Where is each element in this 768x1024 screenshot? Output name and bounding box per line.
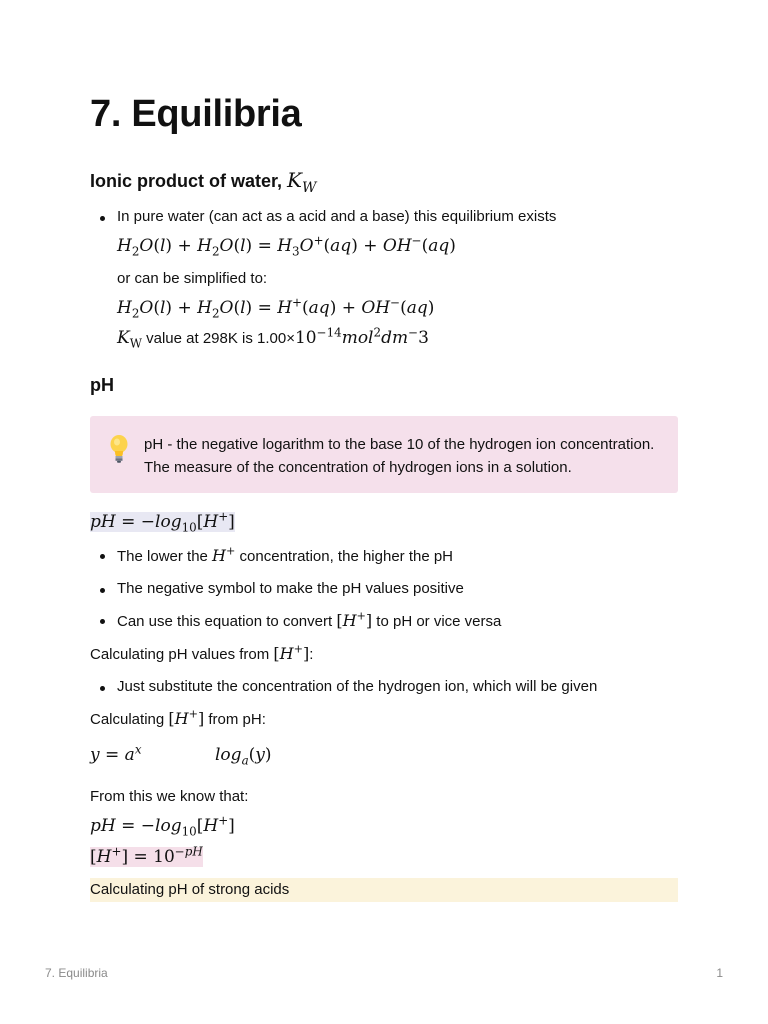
footer-title: 7. Equilibria: [45, 966, 108, 980]
callout-text: [144, 433, 664, 479]
simplified-label: or can be simplified to:: [117, 270, 268, 287]
kw-symbol: $K_W$: [117, 328, 142, 351]
equation-water-simplified: $H_2O(l) + H_2O(l) = H^+(aq) + OH^-(aq)$: [117, 295, 435, 321]
equation-exponential: $y = a^x$: [90, 742, 142, 765]
equation-h-from-ph: $[H^+] = 10^{-pH}$: [90, 844, 203, 867]
lightbulb-icon: [108, 434, 130, 464]
strong-acids-heading: Calculating pH of strong acids: [90, 878, 678, 902]
list-item: The negative symbol to make the pH values positive: [117, 580, 464, 597]
equation-ph-repeat: pH = $-\log_{10}[H^+]$: [90, 813, 235, 839]
page-number: 1: [716, 966, 723, 980]
callout-line: The measure of the concentration of hydrogen ions in a solution.: [144, 459, 572, 476]
page-title: 7. Equilibria: [90, 93, 302, 135]
list-item: Just substitute the concentration of the hydrogen ion, which will be given: [117, 678, 598, 695]
calc-ph-from-h-label: Calculating pH values from [H+]:: [90, 642, 314, 663]
equation-logarithm: $\log_a(y)$: [215, 745, 272, 768]
list-item: In pure water (can act as a acid and a base) this equilibrium exists: [117, 208, 557, 225]
callout-line: pH - the negative logarithm to the base 10 of the hydrogen ion concentration.: [144, 436, 655, 453]
know-that-label: From this we know that:: [90, 788, 249, 805]
kw-heading-symbol: $K_W$: [287, 168, 317, 196]
kw-heading-text: Ionic product of water,: [90, 171, 288, 191]
calc-h-from-ph-label: Calculating [H+] from pH:: [90, 707, 266, 728]
kw-value-line: [117, 325, 429, 351]
definition-callout: [90, 416, 678, 493]
equation-water-equilibrium: $H_2O(l) + H_2O(l) = H_3O^+(aq) + OH^-(aq)$: [117, 233, 456, 259]
ph-heading: pH: [90, 375, 114, 395]
kw-value-math: $10^{-14}mol^2dm^-3$: [294, 325, 429, 348]
kw-value-text: value at 298K is 1.00×: [146, 330, 295, 347]
equation-ph-definition: pH = $-\log_{10}[H^+]$: [90, 509, 235, 535]
kw-heading: [90, 168, 317, 196]
list-item: The lower the H+ concentration, the higher the pH: [117, 544, 454, 565]
list-item: Can use this equation to convert [H+] to pH or vice versa: [117, 609, 502, 630]
